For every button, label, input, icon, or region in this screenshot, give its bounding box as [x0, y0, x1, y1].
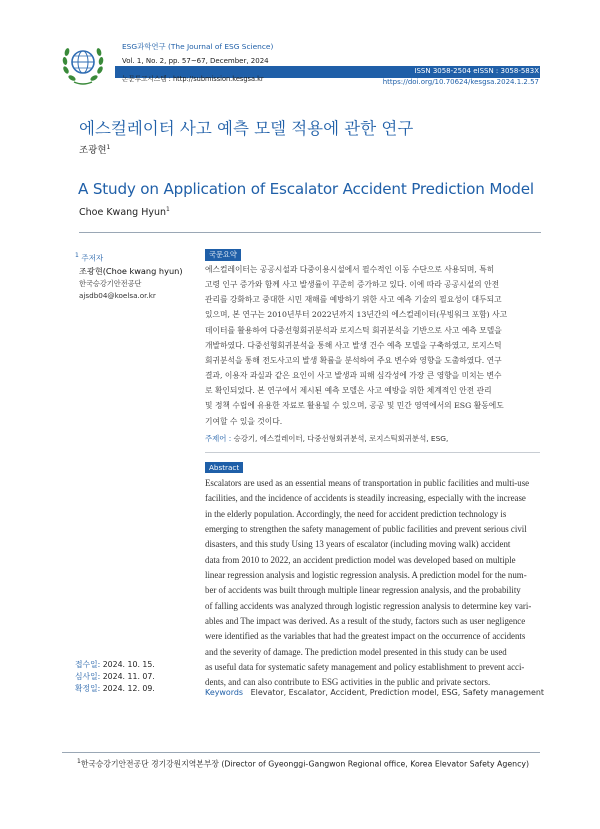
korean-keywords: 주제어 : 승강기, 에스컬레이터, 다중선형회귀분석, 로지스틱회귀분석, ESG, — [205, 434, 449, 443]
title-english: A Study on Application of Escalator Accident Prediction Model — [78, 180, 534, 198]
abstract-line: 결과, 이용자 과실과 같은 요인이 사고 발생과 피해 심각성에 가장 큰 영향을 미치는 변수 — [205, 371, 502, 381]
corresponding-affiliation: 한국승강기안전공단 — [79, 279, 142, 288]
abstract-line: in the elderly population. Accordingly, the need for accident prediction technology is — [205, 508, 507, 519]
title-divider — [79, 232, 541, 233]
issn: ISSN 3058-2504 eISSN : 3058-583X — [414, 67, 539, 75]
abstract-line: of falling accidents was analyzed through logistic regression analysis to determine key vari- — [205, 600, 532, 611]
author-korean: 조광현$^1$ — [79, 143, 111, 156]
journal-name: ESG과학연구 (The Journal of ESG Science) — [122, 42, 274, 51]
volume-info: Vol. 1, No. 2, pp. 57~67, December, 2024 — [122, 57, 269, 65]
abstract-line: 에스컬레이터는 공공시설과 다중이용시설에서 필수적인 이동 수단으로 사용되며, 특히 — [205, 265, 495, 274]
abstract-line: 데이터를 활용하여 다중선형회귀분석과 로지스틱 회귀분석을 기반으로 사고 예측 모델을 — [205, 325, 502, 335]
english-keywords: Keywords Elevator, Escalator, Accident, Prediction model, ESG, Safety management — [205, 687, 545, 697]
abstract-line: ables and The impact was derived. As a result of the study, factors such as user negligence — [205, 616, 526, 627]
received-date: 접수일: 2024. 10. 15. — [75, 660, 155, 669]
footnote: $^1$한국승강기안전공단 경기강원지역본부장 (Director of Gyeonggi-Gangwon Regional office, Korea Elevator Safety Agency) — [77, 758, 530, 769]
abstract-line: 및 정책 수립에 유용한 자료로 활용될 수 있으며, 공공 및 민간 영역에서의 ESG 활동에도 — [205, 401, 504, 411]
submission-info: 논문투고시스템 : http://submission.kesgsa.kr — [122, 75, 264, 83]
title-korean: 에스컬레이터 사고 예측 모델 적용에 관한 연구 — [79, 119, 414, 138]
abstract-line: 회귀분석을 통해 전도사고의 발생 확률을 분석하여 주요 변수와 영향을 도출하였다. 연구 — [205, 355, 502, 365]
abstract-line: ber of accidents was built through multiple linear regression analysis, and the probability — [205, 585, 521, 596]
abstract-line: and the severity of damage. The prediction model presented in this study can be used — [205, 646, 507, 657]
abstract-line: 개발하였다. 다중선형회귀분석을 통해 사고 발생 건수 예측 모델을 구축하였고, 로지스틱 — [205, 340, 502, 350]
abstract-line: as useful data for systematic safety management and policy establishment to prevent acci- — [205, 662, 525, 673]
abstract-line: emerging to strengthen the safety management of public facilities and prevent serious civil — [205, 524, 527, 535]
abstract-line: 로 확인되었다. 본 연구에서 제시된 예측 모델은 사고 예방을 위한 체계적인 안전 관리 — [205, 386, 492, 396]
abstract-line: facilities, and the incidence of accidents is steadily increasing, especially with the increase — [205, 493, 526, 504]
korean-abstract-body — [205, 262, 539, 429]
abstract-line: 있으며, 본 연구는 2010년부터 2022년까지 13년간의 에스컬레이터(무빙워크 포함) 사고 — [205, 310, 508, 320]
reviewed-date: 심사일: 2024. 11. 07. — [75, 672, 155, 681]
abstract-line: disasters, and this study Using 13 years of escalator (including moving walk) accident — [205, 539, 511, 550]
english-abstract-label: Abstract — [205, 462, 243, 473]
abstract-line: 관리를 강화하고 중대한 시민 재해를 예방하기 위한 사고 예측 기술의 필요성이 대두되고 — [205, 295, 502, 305]
dates-block — [75, 659, 155, 695]
corresponding-heading: $^1$ 주저자 — [75, 252, 104, 263]
footnote-divider — [62, 752, 540, 753]
korean-abstract-label: 국문요약 — [205, 249, 241, 261]
author-english: Choe Kwang Hyun$^1$ — [79, 206, 170, 219]
abstract-line: Escalators are used as an essential means of transportation in public facilities and multi-use — [205, 478, 530, 488]
abstract-line: 기여할 수 있을 것이다. — [205, 416, 283, 426]
journal-logo — [60, 40, 106, 86]
abstract-line: 고령 인구 증가와 함께 사고 발생률이 꾸준히 증가하고 있다. 이에 따라 공공시설의 안전 — [205, 280, 500, 290]
corresponding-email[interactable]: ajsdb04@koelsa.or.kr — [79, 291, 156, 300]
english-abstract-body — [205, 476, 540, 691]
corresponding-name: 조광현(Choe kwang hyun) — [79, 266, 183, 276]
abstract-divider — [205, 452, 540, 453]
abstract-line: data from 2010 to 2022, an accident prediction model was developed based on multiple — [205, 554, 516, 565]
abstract-line: were identified as the variables that had the greatest impact on the occurrence of accidents — [205, 631, 526, 642]
accepted-date: 확정일: 2024. 12. 09. — [75, 684, 155, 693]
doi-link[interactable]: https://doi.org/10.70624/kesgsa.2024.1.2.57 — [382, 78, 539, 86]
abstract-line: linear regression analysis and logistic regression analysis. A prediction model for the num- — [205, 570, 527, 581]
abstract-line: dents, and can also contribute to ESG activities in the public and private sectors. — [205, 677, 491, 688]
